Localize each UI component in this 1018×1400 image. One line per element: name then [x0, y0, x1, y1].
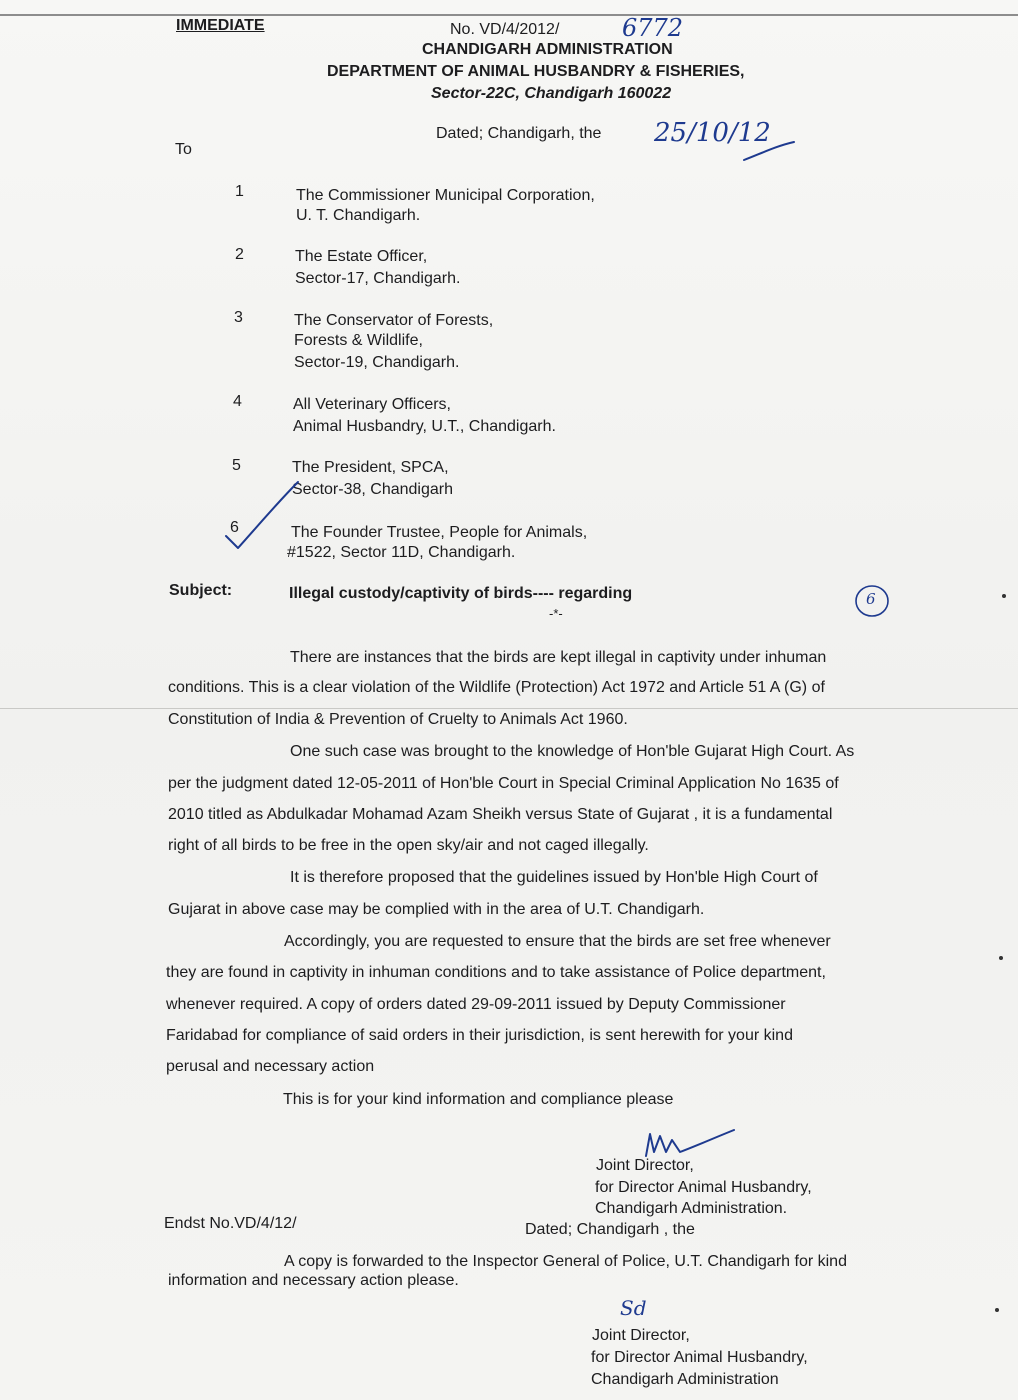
scan-speck	[1002, 594, 1006, 598]
priority-label: IMMEDIATE	[176, 17, 265, 34]
signature-line: for Director Animal Husbandry,	[595, 1179, 812, 1196]
date-underline-stroke	[740, 136, 800, 166]
body-line: per the judgment dated 12-05-2011 of Hon'ble Court in Special Criminal Application No 1635 of	[168, 775, 839, 792]
recipient-line: Sector-19, Chandigarh.	[294, 354, 460, 371]
body-line: It is therefore proposed that the guidelines issued by Hon'ble High Court of	[290, 869, 818, 886]
recipient-line: Forests & Wildlife,	[294, 332, 423, 349]
org-name: CHANDIGARH ADMINISTRATION	[422, 41, 673, 58]
subject-separator: -*-	[549, 606, 563, 621]
recipient-number: 2	[235, 246, 244, 263]
recipient-number: 5	[232, 457, 241, 474]
circled-mark-number: 6	[866, 590, 876, 608]
body-line: right of all birds to be free in the open sky/air and not caged illegally.	[168, 837, 649, 854]
endorsement-dated: Dated; Chandigarh , the	[525, 1221, 695, 1238]
scan-edge-line	[0, 14, 1018, 16]
file-number-handwritten: 6772	[622, 14, 684, 42]
to-label: To	[175, 141, 192, 158]
body-line: There are instances that the birds are kept illegal in captivity under inhuman	[290, 649, 827, 666]
recipient-line: Sector-17, Chandigarh.	[295, 270, 461, 287]
body-line: Constitution of India & Prevention of Cruelty to Animals Act 1960.	[168, 711, 628, 728]
dated-label: Dated; Chandigarh, the	[436, 125, 602, 142]
scan-speck	[999, 956, 1003, 960]
body-line: Accordingly, you are requested to ensure that the birds are set free whenever	[284, 933, 831, 950]
recipient-number: 4	[233, 393, 242, 410]
signature-line: Chandigarh Administration.	[595, 1200, 788, 1217]
recipient-line: The Estate Officer,	[295, 248, 428, 265]
recipient-line: The Founder Trustee, People for Animals,	[291, 524, 588, 541]
recipient-line: Animal Husbandry, U.T., Chandigarh.	[293, 418, 556, 435]
file-number: No. VD/4/2012/	[450, 21, 560, 38]
body-line: Gujarat in above case may be complied with in the area of U.T. Chandigarh.	[168, 901, 705, 918]
body-line: conditions. This is a clear violation of the Wildlife (Protection) Act 1972 and Article 51 A (G) of	[168, 679, 825, 696]
endorsement-line: information and necessary action please.	[168, 1272, 459, 1289]
recipient-line: U. T. Chandigarh.	[296, 207, 421, 224]
recipient-line: The Commissioner Municipal Corporation,	[296, 187, 595, 204]
department-name: DEPARTMENT OF ANIMAL HUSBANDRY & FISHERIES,	[327, 63, 745, 80]
body-line: perusal and necessary action	[166, 1058, 375, 1075]
body-line: This is for your kind information and compliance please	[283, 1091, 674, 1108]
body-line: One such case was brought to the knowledge of Hon'ble Gujarat High Court. As	[290, 743, 855, 760]
recipient-line: All Veterinary Officers,	[293, 396, 451, 413]
tick-mark	[222, 478, 302, 554]
recipient-line: The Conservator of Forests,	[294, 312, 494, 329]
fold-crease	[0, 708, 1018, 709]
signature-line: for Director Animal Husbandry,	[591, 1349, 808, 1366]
sd-handwritten: Sd	[620, 1296, 647, 1320]
subject-text: Illegal custody/captivity of birds---- regarding	[289, 585, 633, 602]
endorsement-line: A copy is forwarded to the Inspector General of Police, U.T. Chandigarh for kind	[284, 1253, 847, 1270]
signature-line: Joint Director,	[592, 1327, 690, 1344]
signature-line: Chandigarh Administration	[591, 1371, 779, 1388]
department-address: Sector-22C, Chandigarh 160022	[431, 85, 672, 102]
body-line: Faridabad for compliance of said orders in their jurisdiction, is sent herewith for your kind	[166, 1027, 793, 1044]
recipient-number: 3	[234, 309, 243, 326]
scan-speck	[995, 1308, 999, 1312]
recipient-number: 6	[230, 519, 239, 536]
dated-handwritten: 25/10/12	[654, 118, 771, 148]
body-line: whenever required. A copy of orders dated 29-09-2011 issued by Deputy Commissioner	[166, 996, 786, 1013]
endorsement-number: Endst No.VD/4/12/	[164, 1215, 297, 1232]
recipient-line: The President, SPCA,	[292, 459, 449, 476]
body-line: 2010 titled as Abdulkadar Mohamad Azam Sheikh versus State of Gujarat , it is a fundamental	[168, 806, 833, 823]
subject-label: Subject:	[169, 582, 233, 599]
signature-line: Joint Director,	[596, 1157, 694, 1174]
recipient-number: 1	[235, 183, 244, 200]
recipient-line: #1522, Sector 11D, Chandigarh.	[287, 544, 516, 561]
body-line: they are found in captivity in inhuman conditions and to take assistance of Police department,	[166, 964, 826, 981]
recipient-line: Sector-38, Chandigarh	[292, 481, 453, 498]
